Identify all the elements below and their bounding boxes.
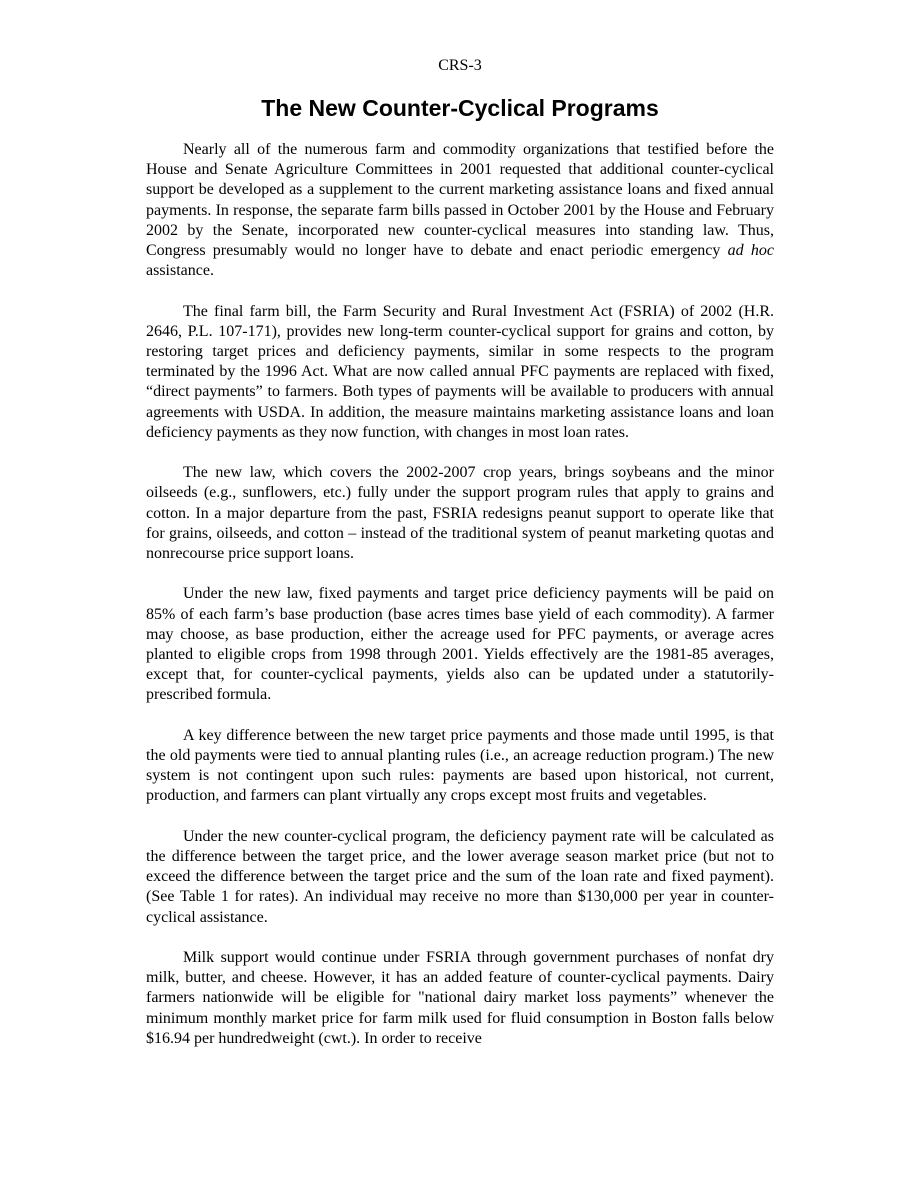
paragraph-7: Milk support would continue under FSRIA through government purchases of nonfat dry milk, butter, and cheese. However, it has an added feature of counter-cyclical payments. Dairy farmers nationwide will be eligible for "national dairy market loss payments” whenever the minimum monthly market price for farm milk used for fluid consumption in Boston falls below $16.94 per hundredweight (cwt.). In order to receive	[146, 949, 774, 1047]
paragraph-1-text-after: assistance.	[146, 262, 214, 280]
paragraph-4: Under the new law, fixed payments and target price deficiency payments will be paid on 85% of each farm’s base production (base acres times base yield of each commodity). A farmer may choose, as base production, either the acreage used for PFC payments, or average acres planted to eligible crops from 1998 through 2001. Yields effectively are the 1981-85 averages, except that, for counter-cyclical payments, yields also can be updated under a statutorily-prescribed formula.	[146, 585, 774, 704]
paragraph-1	[146, 140, 774, 281]
body-text	[146, 140, 774, 1049]
paragraph-6: Under the new counter-cyclical program, the deficiency payment rate will be calculated as the difference between the target price, and the lower average season market price (but not to exceed the difference between the target price and the sum of the loan rate and fixed payment). (See Table 1 for rates). An individual may receive no more than $130,000 per year in counter-cyclical assistance.	[146, 827, 774, 926]
section-title: The New Counter-Cyclical Programs	[261, 95, 659, 121]
paragraph-2: The final farm bill, the Farm Security and Rural Investment Act (FSRIA) of 2002 (H.R. 2646, P.L. 107-171), provides new long-term counter-cyclical support for grains and cotton, by restoring target prices and deficiency payments, similar in some respects to the program terminated by the 1996 Act. What are now called annual PFC payments are replaced with fixed, “direct payments” to farmers. Both types of payments will be available to producers with annual agreements with USDA. In addition, the measure maintains marketing assistance loans and loan deficiency payments as they now function, with changes in most loan rates.	[146, 302, 774, 441]
paragraph-5: A key difference between the new target price payments and those made until 1995, is that the old payments were tied to annual planting rules (i.e., an acreage reduction program.) The new system is not contingent upon such rules: payments are based upon historical, not current, production, and farmers can plant virtually any crops except most fruits and vegetables.	[146, 726, 774, 805]
document-page	[146, 0, 774, 1049]
paragraph-3: The new law, which covers the 2002-2007 crop years, brings soybeans and the minor oilseeds (e.g., sunflowers, etc.) fully under the support program rules that apply to grains and cotton. In a major departure from the past, FSRIA redesigns peanut support to operate like that for grains, oilseeds, and cotton – instead of the traditional system of peanut marketing quotas and nonrecourse price support loans.	[146, 464, 774, 563]
paragraph-1-text-before: Nearly all of the numerous farm and commodity organizations that testified before the House and Senate Agriculture Committees in 2001 requested that additional counter-cyclical support be developed as a supplement to the current marketing assistance loans and fixed annual payments. In response, the separate farm bills passed in October 2001 by the House and February 2002 by the Senate, incorporated new counter-cyclical measures into standing law. Thus, Congress presumably would no longer have to debate and enact periodic emergency	[146, 141, 774, 260]
page-header: CRS-3	[438, 57, 482, 74]
paragraph-1-emphasis: ad hoc	[727, 242, 774, 260]
